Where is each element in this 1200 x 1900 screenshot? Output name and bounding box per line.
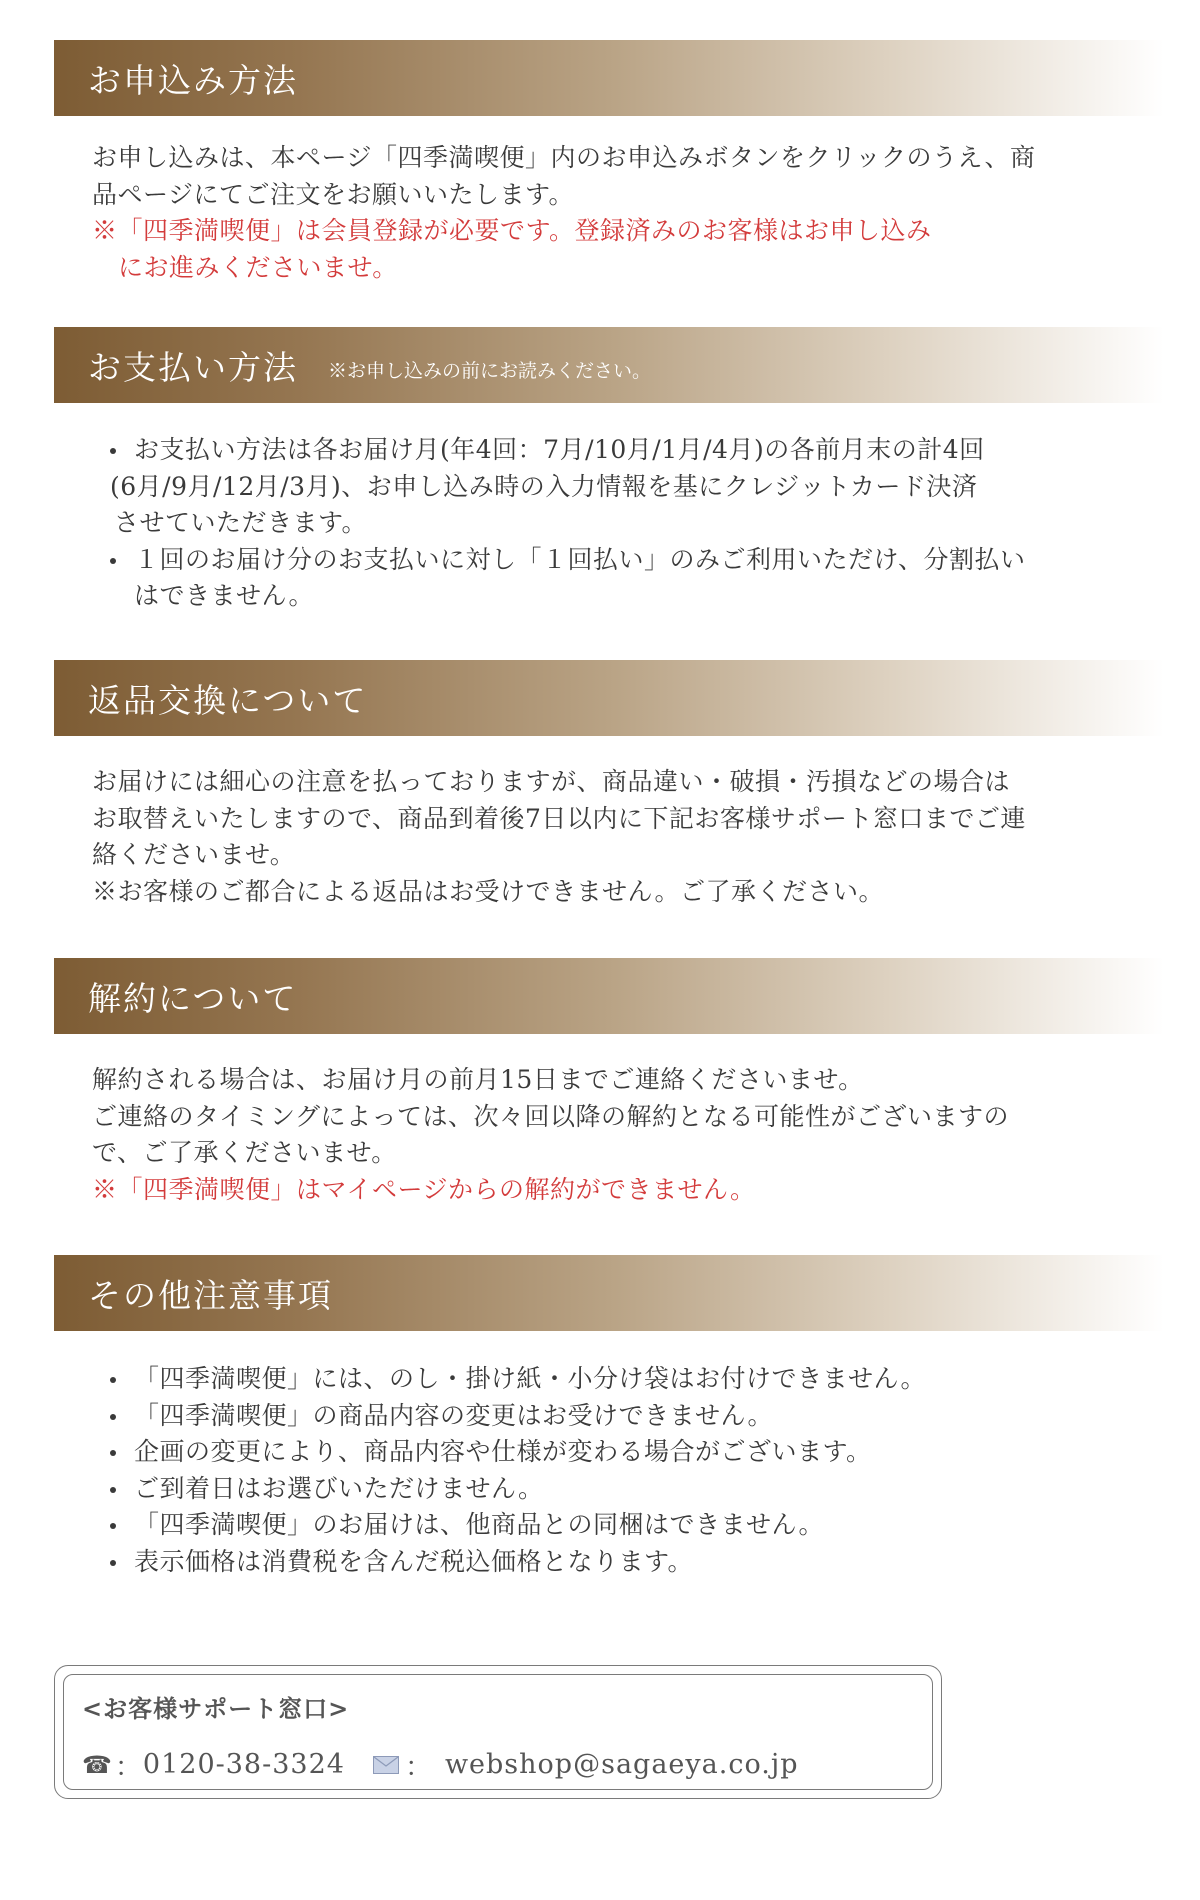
phone-number[interactable]: 0120-38-3324 [142,1749,345,1780]
section-heading-returns [54,660,1164,736]
email-link[interactable]: webshop@sagaeya.co.jp [444,1749,799,1780]
list-item-line: させていただきます。 [114,508,368,537]
list-item: 企画の変更により、商品内容や仕様が変わる場合がございます。 [110,1434,1110,1471]
list-item: 「四季満喫便」のお届けは、他商品との同梱はできません。 [110,1507,1110,1544]
list-item: 「四季満喫便」の商品内容の変更はお受けできません。 [110,1398,1110,1435]
returns-line: お取替えいたしますので、商品到着後7日以内に下記お客様サポート窓口までご連 [92,803,1026,833]
mail-separator: ： [404,1752,433,1783]
list-item-line: １回のお届け分のお支払いに対し「１回払い」のみご利用いただけ、分割払い [134,544,1026,574]
heading-title: 解約について [88,978,298,1018]
apply-line: お申し込みは、本ページ「四季満喫便」内のお申込みボタンをクリックのうえ、商 [92,143,1036,172]
cancel-line: で、ご了承くださいませ。 [92,1138,397,1167]
heading-title: その他注意事項 [88,1275,333,1315]
mail-icon [373,1756,399,1774]
support-box [54,1665,942,1799]
support-contact [82,1745,798,1784]
list-item-line: (6月/9月/12月/3月)、お申し込み時の入力情報を基にクレジットカード決済 [110,471,978,501]
payment-list [110,432,1110,615]
section-heading-cancel [54,958,1164,1034]
phone-icon: ☎ [82,1750,113,1779]
list-item-line: お支払い方法は各お届け月(年4回：7月/10月/1月/4月)の各前月末の計4回 [134,435,985,464]
apply-line: 品ページにてご注文をお願いいたします。 [92,179,575,209]
cancel-body [92,1062,1112,1208]
cancel-line: 解約される場合は、お届け月の前月15日までご連絡くださいませ。 [92,1065,864,1094]
returns-line: 絡くださいませ。 [92,840,296,869]
apply-note: ※「四季満喫便」は会員登録が必要です。登録済みのお客様はお申し込み [92,216,932,245]
heading-title: お支払い方法 [88,347,298,387]
list-item: 表示価格は消費税を含んだ税込価格となります。 [110,1544,1110,1581]
heading-title: お申込み方法 [88,60,298,100]
support-box-inner [63,1674,933,1790]
section-heading-other [54,1255,1164,1331]
list-item-line: はできません。 [134,581,315,610]
returns-line: ※お客様のご都合による返品はお受けできません。ご了承ください。 [92,876,885,906]
cancel-note: ※「四季満喫便」はマイページからの解約ができません。 [92,1174,756,1204]
apply-body [92,140,1112,286]
list-item: 「四季満喫便」には、のし・掛け紙・小分け袋はお付けできません。 [110,1361,1110,1398]
apply-note: にお進みくださいませ。 [118,252,398,282]
returns-body [92,764,1112,910]
other-list [110,1361,1110,1580]
section-heading-apply [54,40,1164,116]
list-item: ご到着日はお選びいただけません。 [110,1471,1110,1508]
phone-separator: ： [114,1752,143,1783]
heading-title: 返品交換について [88,680,368,720]
cancel-line: ご連絡のタイミングによっては、次々回以降の解約となる可能性がございますの [92,1101,1010,1131]
list-item [110,432,1110,469]
returns-line: お届けには細心の注意を払っておりますが、商品違い・破損・汚損などの場合は [92,767,1011,796]
section-heading-payment [54,327,1164,403]
heading-note: ※お申し込みの前にお読みください。 [328,359,652,382]
support-title: <お客様サポート窓口> [82,1694,350,1723]
list-item [110,542,1110,615]
